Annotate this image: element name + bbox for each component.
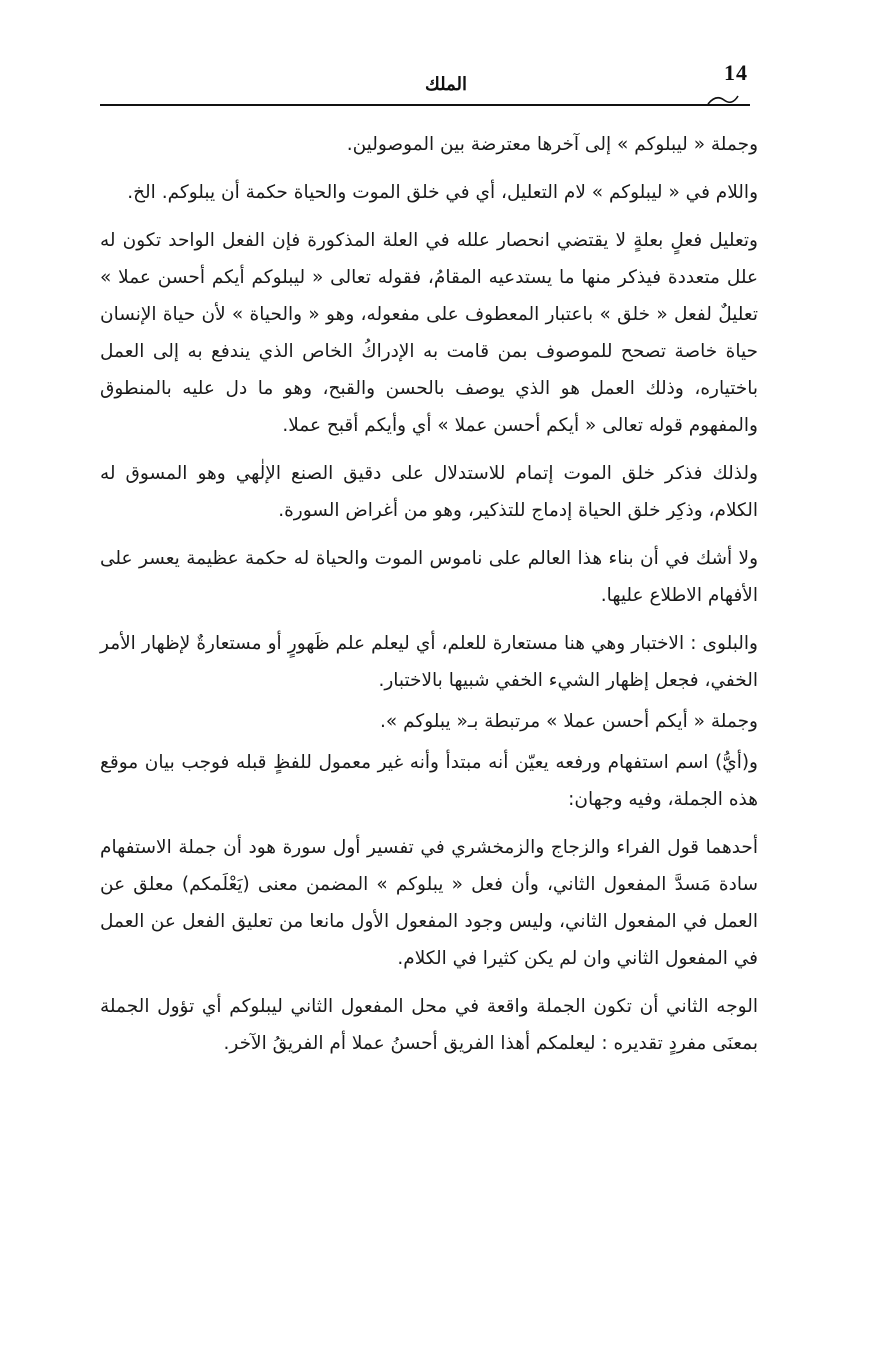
paragraph-2: واللام في « ليبلوكم » لام التعليل، أي في خلق الموت والحياة حكمة أن يبلوكم. الخ. bbox=[127, 182, 758, 203]
paragraph-3: وتعليل فعلٍ بعلةٍ لا يقتضي انحصار علله في العلة المذكورة فإن الفعل الواحد تكون له علل متعددة فيذكر منها ما يستدعيه المقامُ، فقوله تعالى « ليبلوكم أيكم أحسن عملا » تعليلٌ لفعل « خلق » باعتبار المعطوف على مفعوله، وهو « والحياة » لأن حياة الإنسان حياة خاصة تصحح للموصوف بمن قامت به الإدراكُ الخاص الذي يندفع به إلى العمل باختياره، وذلك العمل هو الذي يوصف بالحسن والقبح، وهو ما دل عليه بالمنطوق والمفهوم قوله تعالى « أيكم أحسن عملا » أي وأيكم أقبح عملا. bbox=[100, 230, 758, 436]
header-rule bbox=[100, 104, 750, 106]
paragraph-8: و(أيُّ) اسم استفهام ورفعه يعيّن أنه مبتدأ وأنه غير معمول للفظٍ قبله فوجب بيان موقع هذه الجملة، وفيه وجهان: bbox=[100, 752, 758, 810]
running-header-title: الملك bbox=[424, 74, 468, 95]
paragraph-4: ولذلك فذكر خلق الموت إتمام للاستدلال على دقيق الصنع الإلٰهي وهو المسوق له الكلام، وذكِر خلق الحياة إدماج للتذكير، وهو من أغراض السورة. bbox=[100, 463, 758, 521]
paragraph-1: وجملة « ليبلوكم » إلى آخرها معترضة بين الموصولين. bbox=[346, 134, 758, 155]
paragraph-6: والبلوى : الاختبار وهي هنا مستعارة للعلم، أي ليعلم علم ظَهورٍ أو مستعارةٌ لإظهار الأمر الخفي، فجعل إظهار الشيء الخفي شبيها بالاختبار. bbox=[100, 633, 758, 691]
paragraph-7: وجملة « أيكم أحسن عملا » مرتبطة بـ« يبلوكم ». bbox=[380, 711, 758, 732]
paragraph-9: أحدهما قول الفراء والزجاج والزمخشري في تفسير أول سورة هود أن جملة الاستفهام سادة مَسدَّ المفعول الثاني، وأن فعل « يبلوكم » المضمن معنى (يَعْلَمكم) معلق عن العمل في المفعول الثاني، وليس وجود المفعول الأول مانعا من تعليق الفعل عن العمل في المفعول الثاني وان لم يكن كثيرا في الكلام. bbox=[100, 837, 758, 969]
paragraph-10: الوجه الثاني أن تكون الجملة واقعة في محل المفعول الثاني ليبلوكم أي تؤول الجملة بمعنَى مفردٍ تقديره : ليعلمكم أهذا الفريق أحسنُ عملا أم الفريقُ الآخر. bbox=[100, 996, 758, 1054]
paragraph-5: ولا أشك في أن بناء هذا العالم على ناموس الموت والحياة له حكمة عظيمة يعسر على الأفهام الاطلاع عليها. bbox=[100, 548, 758, 606]
body-text bbox=[100, 126, 758, 1073]
page-number: 14 bbox=[724, 60, 748, 85]
